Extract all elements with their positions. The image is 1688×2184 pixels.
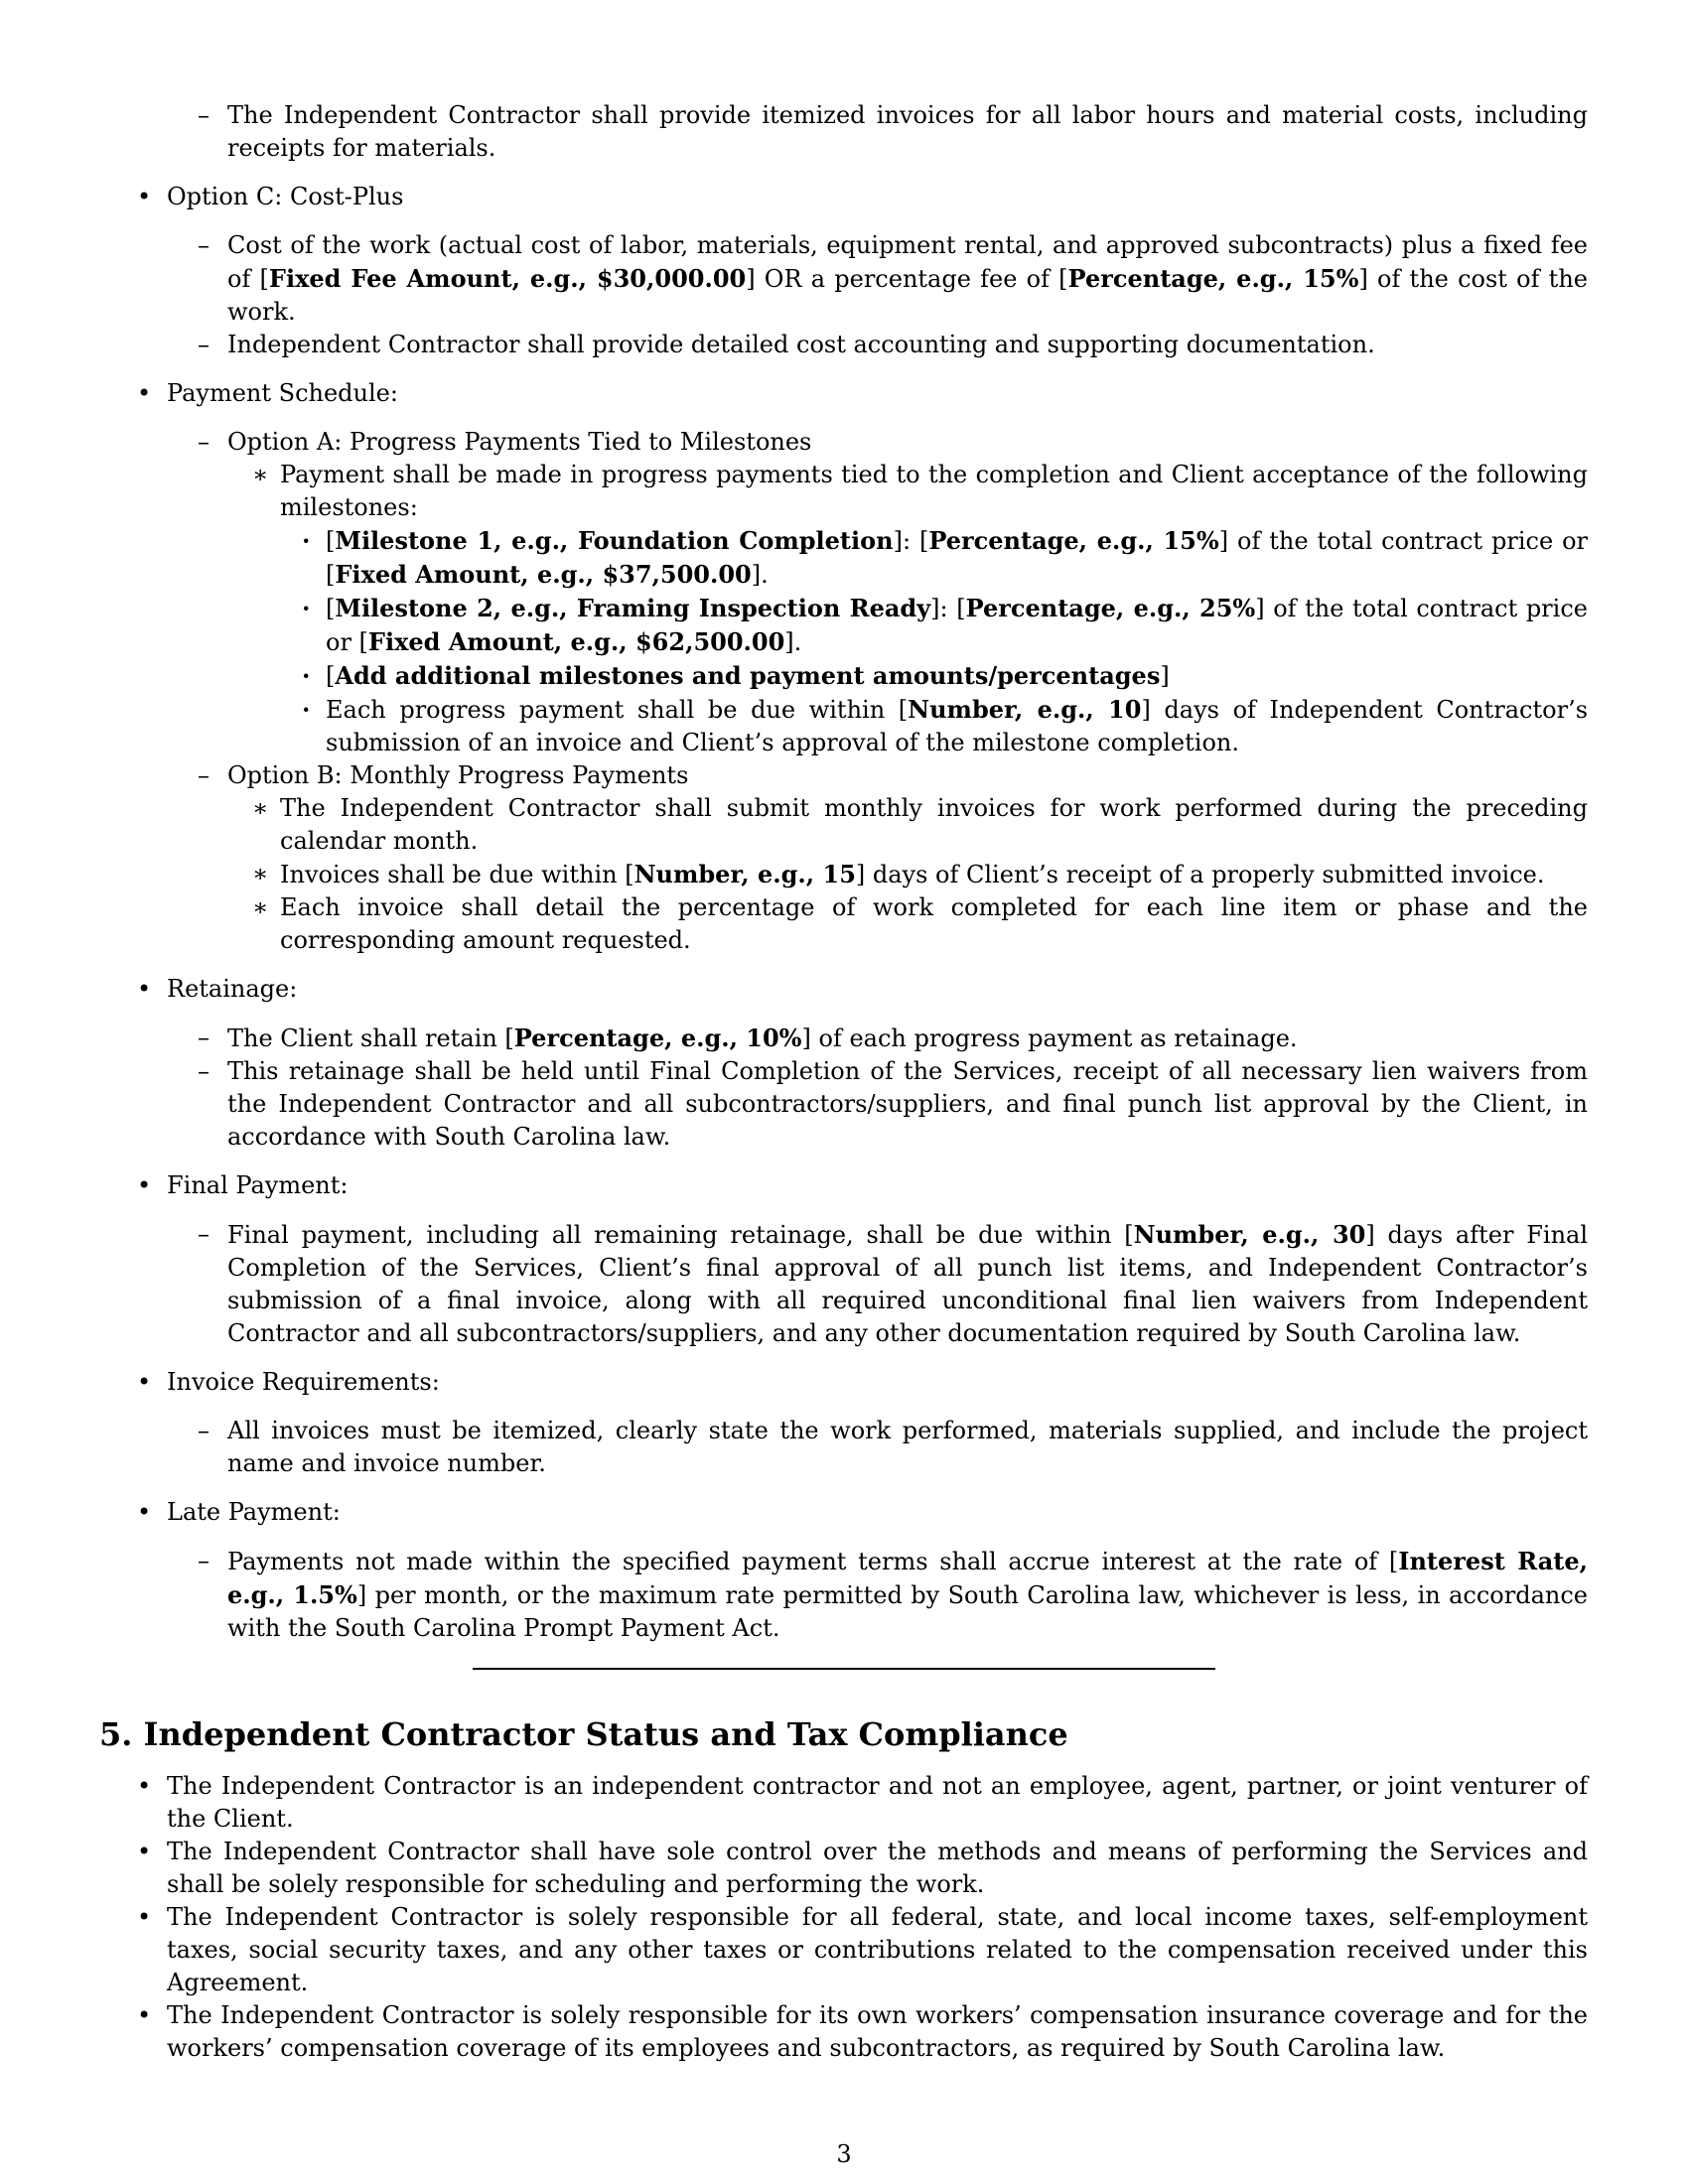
document-body xyxy=(0,99,1688,2065)
option-c-label: • Option C: Cost-Plus xyxy=(167,181,1588,213)
option-a-label: – Option A: Progress Payments Tied to Milestones xyxy=(227,426,1588,459)
intro-item: – The Independent Contractor shall provide itemized invoices for all labor hours and material costs, including receipts for materials. xyxy=(227,99,1588,165)
option-b-item-3: ∗ Each invoice shall detail the percentage of work completed for each line item or phase and the corresponding amount requested. xyxy=(280,891,1588,957)
option-b-item-1: ∗ The Independent Contractor shall submit monthly invoices for work performed during the preceding calendar month. xyxy=(280,792,1588,858)
section-5-item: • The Independent Contractor shall have sole control over the methods and means of performing the Services and shall be solely responsible for scheduling and performing the work. xyxy=(167,1836,1588,1901)
milestone-2: · [Milestone 2, e.g., Framing Inspection Ready]: [Percentage, e.g., 25%] of the total contract price or [Fixed Amount, e.g., $62,500.00]. xyxy=(326,592,1588,659)
retainage-item-2: – This retainage shall be held until Final Completion of the Services, receipt of all necessary lien waivers from the Independent Contractor and all subcontractors/suppliers, and final punch list approval by the Client, in accordance with South Carolina law. xyxy=(227,1055,1588,1154)
late-payment-label: • Late Payment: xyxy=(167,1496,1588,1529)
late-payment-item-1: – Payments not made within the specified payment terms shall accrue interest at the rate of [Interest Rate, e.g., 1.5%] per month, or the maximum rate permitted by South Carolina law, whichever is less, in accordance with the South Carolina Prompt Payment Act. xyxy=(227,1545,1588,1645)
section-5-title: 5. Independent Contractor Status and Tax Compliance xyxy=(99,1715,1068,1753)
payment-schedule-label: • Payment Schedule: xyxy=(167,377,1588,410)
milestone-1: · [Milestone 1, e.g., Foundation Completion]: [Percentage, e.g., 15%] of the total contract price or [Fixed Amount, e.g., $37,500.00]. xyxy=(326,524,1588,592)
invoice-requirements-label: • Invoice Requirements: xyxy=(167,1366,1588,1399)
option-c-item-1: – Cost of the work (actual cost of labor, materials, equipment rental, and approved subcontracts) plus a fixed fee of [Fixed Fee Amount, e.g., $30,000.00] OR a percentage fee of [Percentage, e.g., 15%] of the cost of the work. xyxy=(227,229,1588,329)
milestone-3: · [Add additional milestones and payment amounts/percentages] xyxy=(326,659,1588,693)
section-5-item: • The Independent Contractor is solely responsible for all federal, state, and local income taxes, self-employment taxes, social security taxes, and any other taxes or contributions related to the compensation received under this Agreement. xyxy=(167,1901,1588,1999)
option-b-label: – Option B: Monthly Progress Payments xyxy=(227,759,1588,792)
section-5-item: • The Independent Contractor is solely responsible for its own workers’ compensation insurance coverage and for the workers’ compensation coverage of its employees and subcontractors, as required by South Carolina law. xyxy=(167,1999,1588,2065)
horizontal-rule xyxy=(473,1668,1215,1670)
milestone-4: · Each progress payment shall be due within [Number, e.g., 10] days of Independent Contractor’s submission of an invoice and Client’s approval of the milestone completion. xyxy=(326,693,1588,759)
invoice-requirements-item-1: – All invoices must be itemized, clearly state the work performed, materials supplied, and include the project name and invoice number. xyxy=(227,1415,1588,1480)
retainage-item-1: – The Client shall retain [Percentage, e.g., 10%] of each progress payment as retainage. xyxy=(227,1022,1588,1055)
option-c-item-2: – Independent Contractor shall provide detailed cost accounting and supporting documentation. xyxy=(227,329,1588,361)
retainage-label: • Retainage: xyxy=(167,973,1588,1006)
section-5-item: • The Independent Contractor is an independent contractor and not an employee, agent, partner, or joint venturer of the Client. xyxy=(167,1770,1588,1836)
final-payment-item-1: – Final payment, including all remaining retainage, shall be due within [Number, e.g., 30] days after Final Completion of the Services, Client’s final approval of all punch list items, and Independent Contractor’s submission of a final invoice, along with all required unconditional final lien waivers from Independent Contractor and all subcontractors/suppliers, and any other documentation required by South Carolina law. xyxy=(227,1218,1588,1350)
final-payment-label: • Final Payment: xyxy=(167,1169,1588,1202)
option-a-intro: ∗ Payment shall be made in progress payments tied to the completion and Client acceptance of the following milestones: xyxy=(280,459,1588,524)
page-number: 3 xyxy=(836,2140,852,2168)
option-b-item-2: ∗ Invoices shall be due within [Number, e.g., 15] days of Client’s receipt of a properly submitted invoice. xyxy=(280,858,1588,891)
